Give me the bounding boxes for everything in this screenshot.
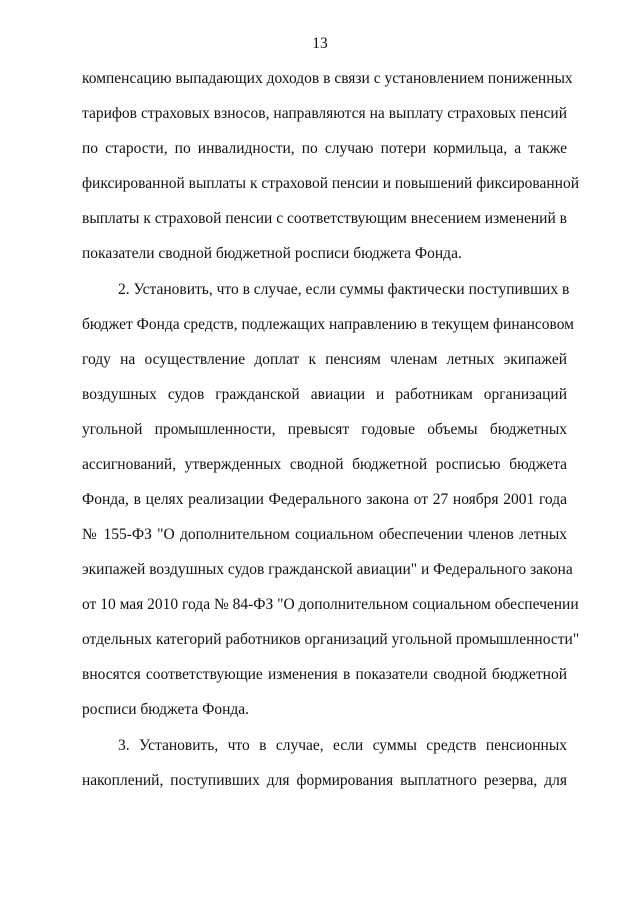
text-line: бюджет Фонда средств, подлежащих направлению в текущем финансовом [82,316,574,333]
text-line: фиксированной выплаты к страховой пенсии и повышений фиксированной [82,175,580,192]
text-line: № 155-ФЗ "О дополнительном социальном обеспечении членов летных [82,526,567,543]
text-line: Фонда, в целях реализации Федерального закона от 27 ноября 2001 года [82,491,567,508]
text-line: экипажей воздушных судов гражданской авиации" и Федерального закона [82,561,573,578]
text-line: воздушных судов гражданской авиации и работникам организаций [82,386,567,403]
text-line: угольной промышленности, превысят годовые объемы бюджетных [82,421,567,438]
page-number: 13 [312,35,328,52]
text-line: показатели сводной бюджетной росписи бюджета Фонда. [82,245,462,262]
text-line: вносятся соответствующие изменения в показатели сводной бюджетной [82,666,567,683]
text-line: по старости, по инвалидности, по случаю потери кормильца, а также [82,140,567,157]
text-line: накоплений, поступивших для формирования выплатного резерва, для [82,772,567,789]
text-line: 2. Установить, что в случае, если суммы фактически поступивших в [118,281,570,298]
text-line: году на осуществление доплат к пенсиям членам летных экипажей [82,351,567,368]
text-line: компенсацию выпадающих доходов в связи с установлением пониженных [82,70,573,87]
text-line: ассигнований, утвержденных сводной бюджетной росписью бюджета [82,456,567,473]
text-line: отдельных категорий работников организаций угольной промышленности" [82,631,580,648]
text-line: росписи бюджета Фонда. [82,701,250,718]
text-line: выплаты к страховой пенсии с соответствующим внесением изменений в [82,210,567,227]
text-line: 3. Установить, что в случае, если суммы средств пенсионных [118,737,567,754]
text-line: от 10 мая 2010 года № 84-ФЗ "О дополнительном социальном обеспечении [82,596,579,613]
text-line: тарифов страховых взносов, направляются на выплату страховых пенсий [82,105,567,122]
